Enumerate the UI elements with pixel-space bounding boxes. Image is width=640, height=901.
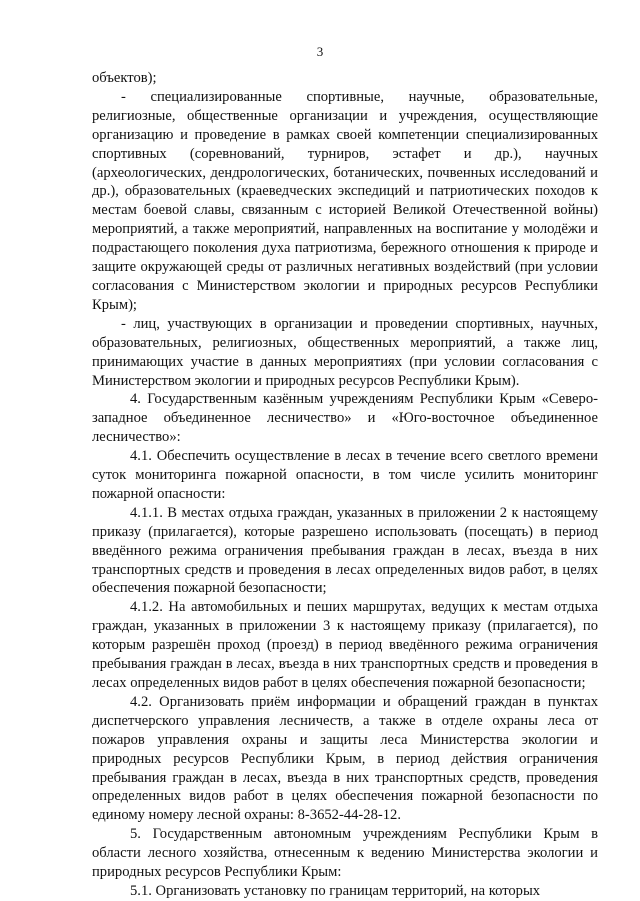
- paragraph-item-4-2: 4.2. Организовать приём информации и обращений граждан в пунктах диспетчерского управления лесничеств, а также в отделе охраны леса от пожаров управления охраны и защиты леса Министерства экологии и природных ресурсов Республики Крым, в период действия ограничения пребывания граждан в лесах, въезда в них транспортных средств, проведения определенных видов работ в целях обеспечения пожарной безопасности по единому номеру лесной охраны: 8-3652-44-28-12.: [92, 693, 598, 824]
- paragraph-item-5-1: 5.1. Организовать установку по границам территорий, на которых: [130, 882, 541, 899]
- paragraph-item-4-1-1: 4.1.1. В местах отдыха граждан, указанных в приложении 2 к настоящему приказу (прилагается), которые разрешено использовать (посещать) в период введённого режима ограничения пребывания граждан в лесах, въезда в них транспортных средств и проведения в лесах определенных видов работ, в целях обеспечения пожарной безопасности;: [92, 504, 598, 597]
- paragraph-item-4: 4. Государственным казённым учреждениям Республики Крым «Северо-западное объединенное лесничество» и «Юго-восточное объединенное лесничество»:: [92, 391, 598, 446]
- document-body: [92, 69, 598, 901]
- paragraph-item-4-1: 4.1. Обеспечить осуществление в лесах в течение всего светлого времени суток мониторинга пожарной опасности, в том числе усилить мониторинг пожарной опасности:: [92, 448, 598, 502]
- paragraph-continuation: объектов);: [92, 70, 157, 86]
- paragraph-bullet-organizations: - специализированные спортивные, научные, образовательные, религиозные, общественные организации и учреждения, осуществляющие организацию и проведение в рамках своей компетенции специализированных спортивных (соревнований, турниров, эстафет и др.), научных (археологических, дендрологических, ботанических, почвенных исследований и др.), образовательных (краеведческих экспедиций и патриотических походов к местам боевой славы, связанным с историей Великой Отечественной войны) мероприятий, а также мероприятий, направленных на воспитание у молодёжи и подрастающего поколения духа патриотизма, бережного отношения к природе и защите окружающей среды от различных негативных воздействий (при условии согласования с Министерством экологии и природных ресурсов Республики Крым);: [92, 88, 598, 313]
- page-number: 3: [316, 44, 324, 59]
- paragraph-bullet-participants: - лиц, участвующих в организации и проведении спортивных, научных, образовательных, религиозных, общественных мероприятий, а также лиц, принимающих участие в данных мероприятиях (при условии согласования с Министерством экологии и природных ресурсов Республики Крым).: [92, 315, 598, 389]
- paragraph-item-5: 5. Государственным автономным учреждениям Республики Крым в области лесного хозяйства, отнесенным к ведению Министерства экологии и природных ресурсов Республики Крым:: [92, 826, 598, 881]
- paragraph-item-4-1-2: 4.1.2. На автомобильных и пеших маршрутах, ведущих к местам отдыха граждан, указанных в приложении 3 к настоящему приказу (прилагается), по которым разрешён проход (проезд) в период введённого режима ограничения пребывания граждан в лесах, въезда в них транспортных средств и проведения в лесах определенных видов работ в целях обеспечения пожарной безопасности;: [92, 599, 598, 691]
